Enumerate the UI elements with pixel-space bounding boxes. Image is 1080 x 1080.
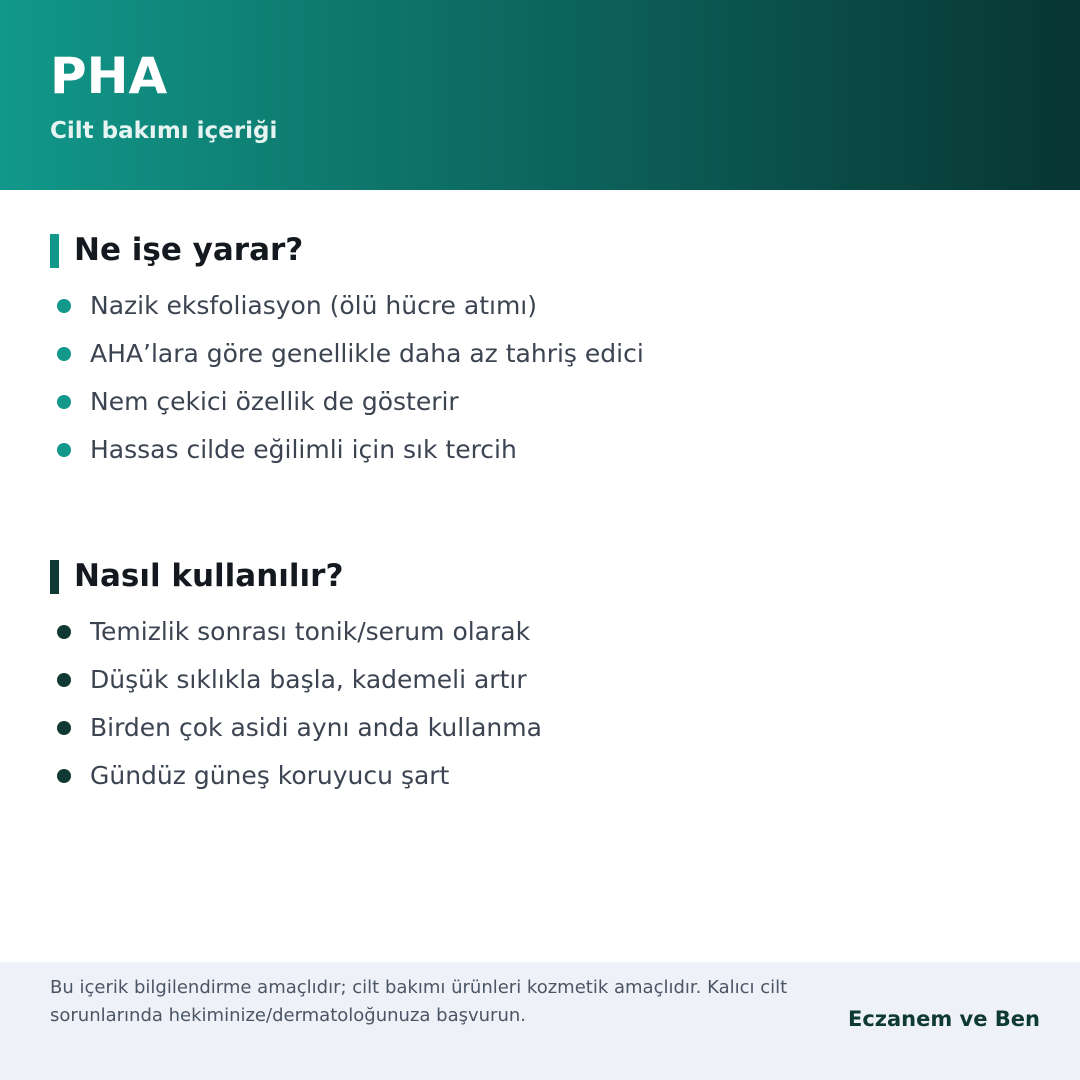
list-item-text: Birden çok asidi aynı anda kullanma xyxy=(90,713,542,742)
section-title: Nasıl kullanılır? xyxy=(74,558,344,594)
section-usage xyxy=(50,558,1030,790)
list-item xyxy=(50,756,1030,804)
section-title: Ne işe yarar? xyxy=(74,232,304,268)
heading-accent-bar xyxy=(50,560,59,594)
list-item-text: Hassas cilde eğilimli için sık tercih xyxy=(90,435,517,464)
list-item-text: Düşük sıklıkla başla, kademeli artır xyxy=(90,665,527,694)
list-item xyxy=(50,430,1030,478)
list-item xyxy=(50,612,1030,660)
bullet-icon xyxy=(57,769,71,783)
bullet-icon xyxy=(57,443,71,457)
bullet-icon xyxy=(57,299,71,313)
list-item xyxy=(50,660,1030,708)
bullet-icon xyxy=(57,395,71,409)
usage-list xyxy=(50,612,1030,804)
page-title: PHA xyxy=(50,47,168,105)
list-item-text: Nazik eksfoliasyon (ölü hücre atımı) xyxy=(90,291,538,320)
brand-name: Eczanem ve Ben xyxy=(847,1007,1040,1031)
list-item-text: AHA’lara göre genellikle daha az tahriş edici xyxy=(90,339,644,368)
list-item-text: Nem çekici özellik de gösterir xyxy=(90,387,459,416)
page-subtitle: Cilt bakımı içeriği xyxy=(50,118,278,144)
benefits-list xyxy=(50,286,1030,478)
section-benefits xyxy=(50,232,1030,464)
bullet-icon xyxy=(57,673,71,687)
bullet-icon xyxy=(57,721,71,735)
list-item xyxy=(50,708,1030,756)
disclaimer-text: Bu içerik bilgilendirme amaçlıdır; cilt bakımı ürünleri kozmetik amaçlıdır. Kalıcı cilt sorunlarında hekiminize/dermatoloğunuza başvurun. xyxy=(50,977,788,1026)
list-item-text: Gündüz güneş koruyucu şart xyxy=(90,761,450,790)
footer xyxy=(0,962,1080,1080)
section-heading-usage xyxy=(50,558,1030,594)
bullet-icon xyxy=(57,625,71,639)
header-banner xyxy=(0,0,1080,190)
list-item xyxy=(50,286,1030,334)
list-item-text: Temizlik sonrası tonik/serum olarak xyxy=(90,617,531,646)
heading-accent-bar xyxy=(50,234,59,268)
bullet-icon xyxy=(57,347,71,361)
list-item xyxy=(50,334,1030,382)
list-item xyxy=(50,382,1030,430)
section-heading-benefits xyxy=(50,232,1030,268)
